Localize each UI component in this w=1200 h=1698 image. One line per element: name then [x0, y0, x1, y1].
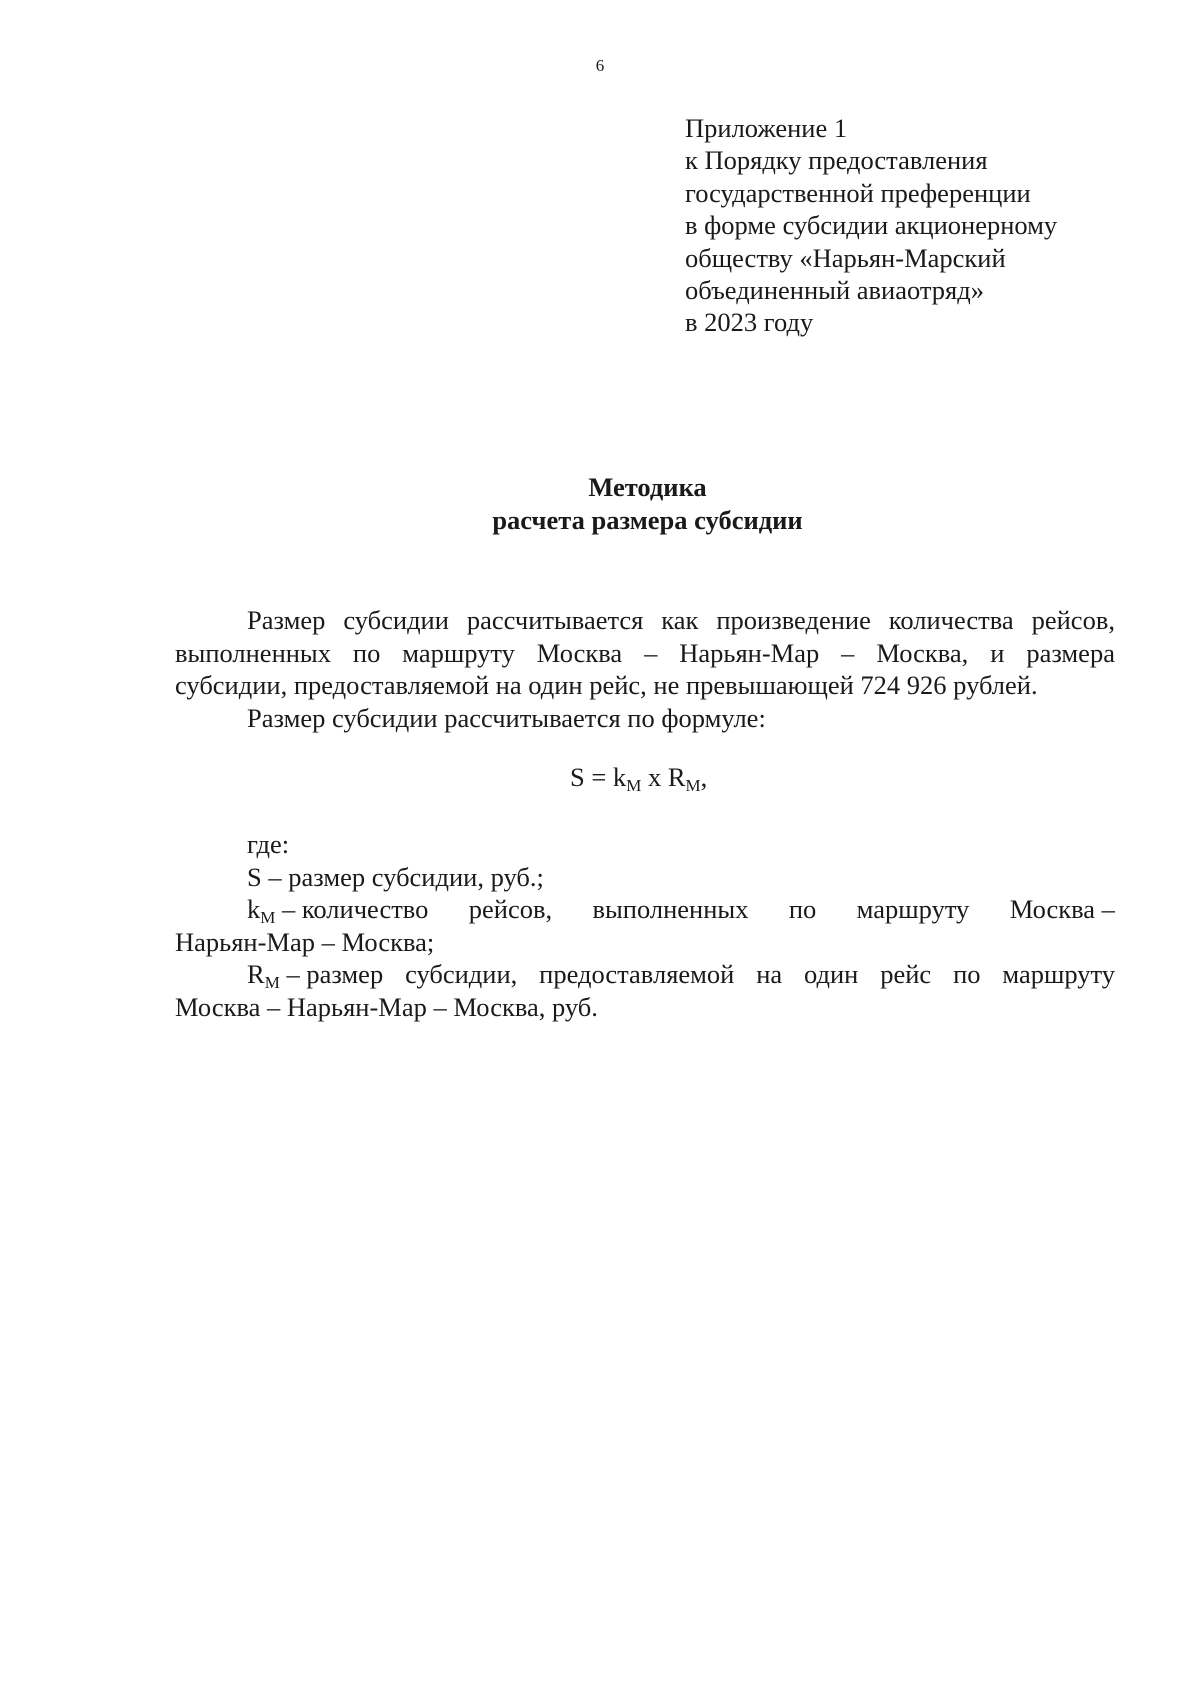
paragraph-1-line-1	[175, 604, 1115, 637]
page-number: 6	[595, 56, 605, 75]
legend-k-lead	[247, 893, 428, 926]
formula-tail: ,	[700, 762, 708, 792]
legend-k-word-2: выполненных	[592, 894, 749, 925]
appendix-block	[685, 112, 1145, 339]
legend-s-definition: S – размер субсидии, руб.;	[247, 861, 544, 892]
legend-r-word-1: субсидии,	[405, 959, 518, 990]
appendix-line: к Порядку предоставления	[685, 145, 988, 176]
legend-r-word-7: маршруту	[1002, 959, 1115, 990]
legend-r-line-2: Москва – Нарьян-Мар – Москва, руб.	[175, 991, 598, 1022]
legend-r-word-0: – размер	[286, 959, 384, 990]
legend-k-word-1: рейсов,	[468, 894, 553, 925]
word: по	[352, 637, 381, 668]
word: маршруту	[402, 637, 515, 668]
legend-r-word-6: по	[953, 959, 981, 990]
legend-r-word-4: один	[804, 959, 859, 990]
word: и	[990, 637, 1005, 668]
paragraph-1	[175, 604, 1115, 734]
word: Нарьян-Мар	[679, 637, 820, 668]
document-title	[0, 471, 1200, 537]
appendix-line: в 2023 году	[685, 307, 814, 338]
word: произведение	[716, 605, 871, 635]
word: субсидии	[343, 605, 449, 635]
word: размера	[1026, 637, 1115, 668]
legend-k-word-0: – количество	[282, 894, 429, 925]
word: как	[661, 605, 699, 635]
appendix-line: Приложение 1	[685, 113, 848, 143]
appendix-line: обществу «Нарьян-Марский	[685, 242, 1006, 273]
word: количества	[888, 605, 1014, 635]
legend-intro: где:	[247, 829, 290, 859]
appendix-line: объединенный авиаотряд»	[685, 275, 984, 306]
word: Москва,	[876, 637, 969, 668]
legend-k-word-4: маршруту	[856, 894, 970, 925]
formula-mid: x R	[641, 762, 686, 792]
title-line-1: Методика	[588, 472, 707, 502]
legend-k-word-5: Москва –	[1009, 894, 1115, 925]
legend-r-word-5: рейс	[880, 959, 932, 990]
legend-k-line-1	[175, 893, 1115, 926]
paragraph-1-line-2	[175, 637, 1115, 670]
formula-lhs: S = k	[570, 762, 627, 792]
paragraph-1-line-3: субсидии, предоставляемой на один рейс, не превышающей 724 926 рублей.	[175, 670, 1038, 701]
legend-r-subscript: M	[264, 973, 280, 993]
word: –	[644, 637, 658, 668]
legend-r-line-1	[175, 958, 1115, 991]
legend-block	[175, 828, 1115, 1024]
legend-k-subscript: M	[260, 908, 276, 928]
title-line-2: расчета размера субсидии	[492, 505, 803, 535]
formula-subscript-k: M	[626, 776, 642, 795]
word: выполненных	[175, 637, 331, 668]
legend-k-line-2: Нарьян-Мар – Москва;	[175, 926, 435, 957]
word: рейсов,	[1031, 605, 1115, 635]
paragraph-2: Размер субсидии рассчитывается по формуле:	[247, 702, 766, 733]
legend-k-symbol: k	[247, 894, 261, 925]
legend-r-lead	[247, 958, 383, 991]
formula	[570, 762, 707, 793]
formula-subscript-r: M	[685, 776, 701, 795]
legend-k-word-3: по	[788, 894, 817, 925]
appendix-line: в форме субсидии акционерному	[685, 210, 1058, 241]
word: Размер	[247, 605, 326, 635]
legend-r-symbol: R	[247, 959, 265, 990]
legend-r-word-2: предоставляемой	[539, 959, 735, 990]
word: рассчитывается	[466, 605, 644, 635]
word: Москва	[536, 637, 623, 668]
legend-r-word-3: на	[756, 959, 783, 990]
word: –	[841, 637, 855, 668]
appendix-line: государственной преференции	[685, 177, 1031, 208]
